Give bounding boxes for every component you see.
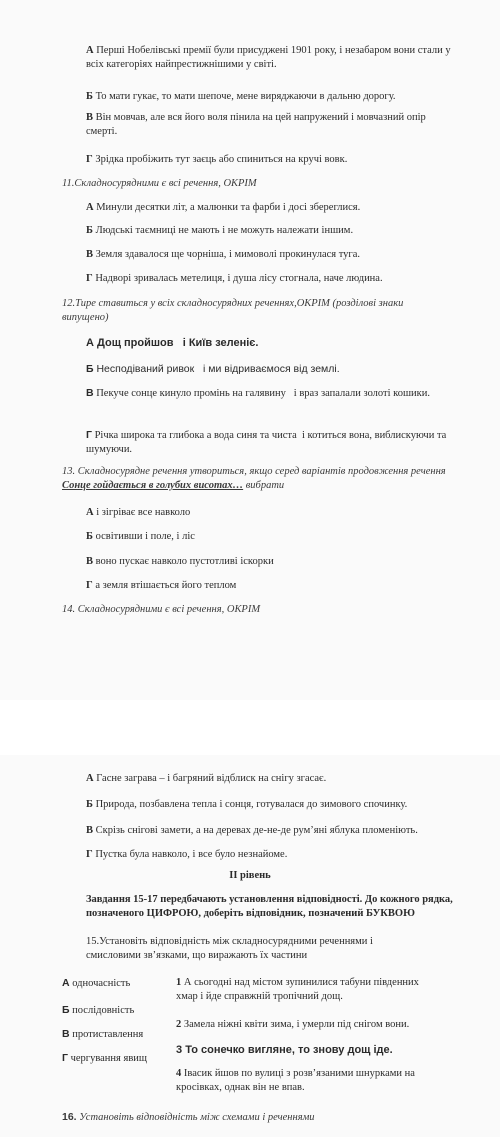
q10-option-a: А Перші Нобелівські премії були присуджені 1901 року, і незабаром вони стали у всіх категоріях найпрестижнішими у світі. xyxy=(86,45,451,70)
q13-option-a: А і зігріває все навколо xyxy=(86,507,191,518)
q10-option-b: Б То мати гукає, то мати шепоче, мене виряджаючи в дальню дорогу. xyxy=(86,91,396,102)
q11-option-b: Б Людські таємниці не мають і не можуть належати іншим. xyxy=(86,225,354,236)
q14-option-c: В Скрізь снігові замети, а на деревах де-не-де рум’яні яблука пломеніють. xyxy=(86,825,418,836)
q14-option-b: Б Природа, позбавлена тепла і сонця, готувалася до зимового спочинку. xyxy=(86,799,408,810)
q11-option-a: А Минули десятки літ, а малюнки та фарби і досі збереглися. xyxy=(86,202,361,213)
q13-option-b: Б освітивши і поле, і ліс xyxy=(86,531,195,542)
page-gap xyxy=(0,700,500,755)
q14-title: 14. Складносурядними є всі речення, ОКРІМ xyxy=(62,604,261,615)
q10-option-d: Г Зрідка пробіжить тут заєць або спиниться на кручі вовк. xyxy=(86,154,348,165)
q13-option-c: В воно пускає навколо пустотливі іскорки xyxy=(86,556,274,567)
q15-letter-b: Б послідовність xyxy=(62,1004,135,1016)
q15-number-3: 3 То сонечко вигляне, то знову дощ іде. xyxy=(176,1044,393,1056)
q12-option-d: Г Річка широка та глибока а вода синя та чиста і котиться вона, виблискуючи та шумуючи. xyxy=(86,429,449,455)
q12-option-c: В Пекуче сонце кинуло промінь на галявину і враз запалали золоті кошики. xyxy=(86,387,431,399)
level-heading: II рівень xyxy=(229,870,271,881)
q15-letter-c: В протиставлення xyxy=(62,1028,144,1040)
q15-number-2: 2 Замела ніжні квіти зима, і умерли під снігом вони. xyxy=(176,1019,410,1030)
q15-number-4: 4 Івасик йшов по вулиці з розв’язаними шнурками на кросівках, однак він не впав. xyxy=(176,1068,415,1093)
task-intro: Завдання 15-17 передбачають установлення відповідності. До кожного рядка, позначеного ЦИФРОЮ, доберіть відповідник, позначений БУКВОЮ xyxy=(86,894,453,919)
q11-option-d: Г Надворі зривалась метелиця, і душа лісу стогнала, наче людина. xyxy=(86,273,383,284)
q12-title: 12.Тире ставиться у всіх складносурядних реченнях,ОКРІМ (розділові знаки випущено) xyxy=(62,298,404,323)
q14-option-d: Г Пустка була навколо, і все було незнайоме. xyxy=(86,849,288,860)
q16-title: 16. Установіть відповідність між схемами і реченнями xyxy=(62,1111,315,1123)
q12-option-b: Б Несподіваний ривок і ми відриваємося від землі. xyxy=(86,363,340,375)
q15-letter-a: А одночасність xyxy=(62,977,131,989)
q13-title: 13. Складносурядне речення утвориться, якщо серед варіантів продовження речення Сонце гойдається в голубих висотах… вибрати xyxy=(62,466,446,491)
q12-option-a: А Дощ пройшов і Київ зеленіє. xyxy=(86,337,259,349)
q15-number-1: 1 А сьогодні над містом зупинилися табуни південних хмар і йде справжній тропічний дощ. xyxy=(176,977,419,1002)
q15-title: 15.Установіть відповідність між складносурядними реченнями і смисловими зв’язками, що виражають їх частини xyxy=(86,936,373,961)
q11-title: 11.Складносурядними є всі речення, ОКРІМ xyxy=(62,178,257,189)
document-page-2 xyxy=(0,755,500,1137)
q14-option-a: А Гасне заграва – і багряний відблиск на снігу згасає. xyxy=(86,773,327,784)
q13-sentence-start: Сонце гойдається в голубих висотах… xyxy=(62,480,244,491)
q15-letter-d: Г чергування явищ xyxy=(62,1052,147,1064)
q13-option-d: Г а земля втішається його теплом xyxy=(86,580,237,591)
q11-option-c: В Земля здавалося ще чорніша, і мимоволі прокинулася туга. xyxy=(86,249,361,260)
q10-option-c: В Він мовчав, але вся його воля пінила на цей напружений і мовчазний опір смерті. xyxy=(86,112,426,137)
